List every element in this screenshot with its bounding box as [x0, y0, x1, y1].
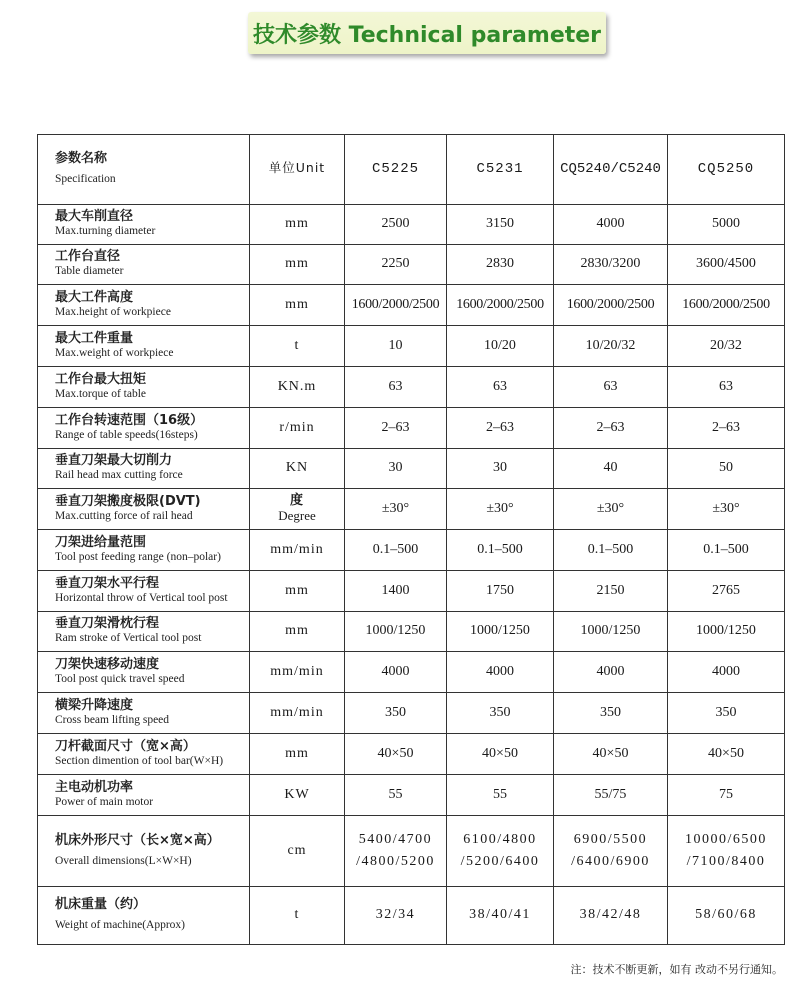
value-line-bottom: /4800/5200	[356, 854, 435, 869]
value-cell	[345, 816, 447, 887]
value-cell: 30	[345, 449, 447, 489]
spec-name-en: Weight of machine(Approx)	[55, 919, 186, 932]
value-cell: 63	[447, 367, 554, 408]
table-row	[38, 245, 785, 285]
header-model-cell	[447, 135, 554, 205]
value-cell: 3150	[447, 205, 554, 245]
spec-name-zh: 垂直刀架搬度极限(DVT)	[55, 493, 201, 509]
value-cell: ±30°	[447, 489, 554, 530]
header-unit-label: 单位Unit	[268, 160, 326, 176]
value-cell: 350	[554, 693, 668, 734]
value-cell: 1600/2000/2500	[447, 285, 554, 326]
value-cell: 30	[447, 449, 554, 489]
value-cell: 40	[554, 449, 668, 489]
spec-label-cell	[38, 571, 250, 612]
value-cell: 50	[668, 449, 785, 489]
unit-cell: cm	[250, 816, 345, 887]
table-row	[38, 734, 785, 775]
unit-cell	[250, 489, 345, 530]
spec-table	[37, 134, 785, 945]
header-model-cell	[668, 135, 785, 205]
table-row	[38, 367, 785, 408]
value-cell: 1000/1250	[447, 612, 554, 652]
spec-name-zh: 垂直刀架水平行程	[55, 575, 160, 591]
spec-label-cell	[38, 205, 250, 245]
header-spec-en: Specification	[55, 173, 116, 186]
table-row	[38, 887, 785, 945]
table-row	[38, 571, 785, 612]
value-cell: 0.1–500	[447, 530, 554, 571]
value-cell: 20/32	[668, 326, 785, 367]
spec-name-en: Cross beam lifting speed	[55, 713, 170, 726]
table-row	[38, 816, 785, 887]
value-cell: 63	[345, 367, 447, 408]
value-cell	[668, 816, 785, 887]
spec-name-en: Max.cutting force of rail head	[55, 509, 193, 522]
table-header-row	[38, 135, 785, 205]
unit-cell: KN.m	[250, 367, 345, 408]
value-cell: 1600/2000/2500	[554, 285, 668, 326]
unit-cell: mm/min	[250, 693, 345, 734]
spec-name-zh: 垂直刀架滑枕行程	[55, 616, 160, 632]
value-line-bottom: /5200/6400	[460, 854, 540, 869]
spec-name-en: Rail head max cutting force	[55, 469, 183, 482]
value-cell: 1000/1250	[668, 612, 785, 652]
header-model-cell	[345, 135, 447, 205]
value-cell: 40×50	[345, 734, 447, 775]
spec-name-zh: 工作台转速范围（16级）	[55, 412, 204, 428]
title-banner	[248, 12, 606, 54]
value-cell: 350	[345, 693, 447, 734]
spec-name-en: Overall dimensions(L×W×H)	[55, 854, 192, 867]
value-line-top: 5400/4700	[358, 831, 433, 847]
value-cell: 2765	[668, 571, 785, 612]
spec-name-zh: 最大工件重量	[55, 330, 134, 346]
value-line-bottom: /6400/6900	[571, 854, 650, 869]
value-cell: 40×50	[447, 734, 554, 775]
unit-cell: mm	[250, 205, 345, 245]
value-cell: 1600/2000/2500	[668, 285, 785, 326]
value-cell: 0.1–500	[668, 530, 785, 571]
spec-name-en: Max.turning diameter	[55, 225, 156, 238]
table-row	[38, 612, 785, 652]
spec-label-cell	[38, 489, 250, 530]
table-row	[38, 489, 785, 530]
spec-label-cell	[38, 408, 250, 449]
unit-cell: mm/min	[250, 530, 345, 571]
spec-name-en: Table diameter	[55, 265, 124, 278]
spec-label-cell	[38, 775, 250, 816]
header-spec-zh: 参数名称	[55, 151, 108, 167]
value-cell: 2250	[345, 245, 447, 285]
spec-label-cell	[38, 530, 250, 571]
spec-name-en: Tool post quick travel speed	[55, 672, 185, 685]
value-cell: 55/75	[554, 775, 668, 816]
spec-name-en: Max.height of workpiece	[55, 305, 171, 318]
header-unit-cell	[250, 135, 345, 205]
header-model-1: C5231	[476, 161, 524, 178]
value-cell: 4000	[345, 652, 447, 693]
value-cell: ±30°	[345, 489, 447, 530]
unit-zh: 度	[289, 493, 304, 509]
unit-cell: mm	[250, 571, 345, 612]
header-model-cell	[554, 135, 668, 205]
footnote: 注：技术不断更新，如有 改动不另行通知。	[570, 963, 783, 976]
value-cell: 2–63	[345, 408, 447, 449]
value-cell: 3600/4500	[668, 245, 785, 285]
value-cell	[554, 816, 668, 887]
spec-label-cell	[38, 693, 250, 734]
spec-name-en: Tool post feeding range (non–polar)	[55, 550, 221, 563]
spec-name-zh: 刀杆截面尺寸（宽×高）	[55, 738, 196, 754]
spec-name-zh: 机床外形尺寸（长×宽×高）	[55, 832, 220, 848]
table-row	[38, 693, 785, 734]
header-model-0: C5225	[371, 161, 419, 178]
unit-cell: r/min	[250, 408, 345, 449]
value-cell: 38/40/41	[447, 887, 554, 945]
value-cell: 58/60/68	[668, 887, 785, 945]
value-cell: 2830	[447, 245, 554, 285]
value-cell: 1400	[345, 571, 447, 612]
value-cell: 10	[345, 326, 447, 367]
value-cell: 10/20/32	[554, 326, 668, 367]
unit-en: Degree	[278, 508, 316, 523]
value-cell: 63	[668, 367, 785, 408]
value-cell: 55	[447, 775, 554, 816]
value-line-bottom: /7100/8400	[686, 854, 766, 869]
spec-name-en: Max.weight of workpiece	[55, 346, 174, 359]
unit-cell: t	[250, 326, 345, 367]
value-cell: 5000	[668, 205, 785, 245]
unit-cell: t	[250, 887, 345, 945]
table-row	[38, 775, 785, 816]
value-cell: 2500	[345, 205, 447, 245]
spec-name-zh: 垂直刀架最大切削力	[55, 453, 173, 469]
unit-cell: mm	[250, 612, 345, 652]
table-row	[38, 530, 785, 571]
value-cell: 55	[345, 775, 447, 816]
unit-cell: mm	[250, 285, 345, 326]
header-model-3: CQ5250	[697, 161, 755, 178]
spec-name-zh: 工作台最大扭矩	[55, 371, 147, 387]
value-cell	[447, 816, 554, 887]
value-cell: ±30°	[554, 489, 668, 530]
spec-name-zh: 机床重量（约）	[55, 897, 147, 913]
value-line-top: 6900/5500	[573, 831, 648, 847]
spec-name-en: Power of main motor	[55, 795, 154, 808]
value-cell: 350	[668, 693, 785, 734]
spec-label-cell	[38, 367, 250, 408]
value-cell: 2830/3200	[554, 245, 668, 285]
spec-name-zh: 横梁升降速度	[55, 697, 134, 713]
value-cell: ±30°	[668, 489, 785, 530]
value-cell: 40×50	[668, 734, 785, 775]
value-cell: 2–63	[554, 408, 668, 449]
value-cell: 4000	[554, 652, 668, 693]
value-cell: 63	[554, 367, 668, 408]
spec-name-en: Ram stroke of Vertical tool post	[55, 632, 202, 645]
value-cell: 4000	[447, 652, 554, 693]
unit-cell: mm	[250, 245, 345, 285]
unit-cell: mm/min	[250, 652, 345, 693]
value-cell: 1000/1250	[554, 612, 668, 652]
spec-name-en: Horizontal throw of Vertical tool post	[55, 591, 228, 604]
value-cell: 0.1–500	[345, 530, 447, 571]
header-spec-cell	[38, 135, 250, 205]
spec-label-cell	[38, 449, 250, 489]
table-row	[38, 652, 785, 693]
table-row	[38, 205, 785, 245]
value-line-top: 6100/4800	[463, 831, 537, 847]
value-cell: 4000	[668, 652, 785, 693]
spec-name-en: Max.torque of table	[55, 387, 147, 400]
unit-cell: KN	[250, 449, 345, 489]
spec-name-zh: 主电动机功率	[55, 779, 134, 795]
spec-label-cell	[38, 326, 250, 367]
spec-name-zh: 刀架进给量范围	[55, 534, 147, 550]
value-cell: 75	[668, 775, 785, 816]
header-model-2: CQ5240/C5240	[560, 161, 661, 178]
value-cell: 10/20	[447, 326, 554, 367]
table-row	[38, 408, 785, 449]
table-row	[38, 449, 785, 489]
spec-name-zh: 刀架快速移动速度	[55, 656, 160, 672]
value-cell: 4000	[554, 205, 668, 245]
spec-label-cell	[38, 816, 250, 887]
spec-name-zh: 工作台直径	[55, 249, 121, 265]
spec-name-en: Range of table speeds(16steps)	[55, 428, 198, 441]
spec-label-cell	[38, 245, 250, 285]
value-cell: 2150	[554, 571, 668, 612]
value-cell: 0.1–500	[554, 530, 668, 571]
value-cell: 32/34	[345, 887, 447, 945]
value-cell: 1600/2000/2500	[345, 285, 447, 326]
value-cell: 40×50	[554, 734, 668, 775]
spec-name-en: Section dimention of tool bar(W×H)	[55, 754, 224, 767]
table-row	[38, 285, 785, 326]
page-title: 技术参数 Technical parameter	[252, 22, 602, 48]
value-cell: 350	[447, 693, 554, 734]
value-cell: 2–63	[447, 408, 554, 449]
value-cell: 1000/1250	[345, 612, 447, 652]
spec-name-zh: 最大车削直径	[55, 209, 134, 225]
spec-label-cell	[38, 612, 250, 652]
unit-cell: KW	[250, 775, 345, 816]
table-row	[38, 326, 785, 367]
spec-label-cell	[38, 887, 250, 945]
unit-cell: mm	[250, 734, 345, 775]
value-cell: 38/42/48	[554, 887, 668, 945]
spec-name-zh: 最大工件高度	[55, 289, 134, 305]
value-cell: 1750	[447, 571, 554, 612]
spec-label-cell	[38, 652, 250, 693]
spec-label-cell	[38, 285, 250, 326]
spec-label-cell	[38, 734, 250, 775]
value-cell: 2–63	[668, 408, 785, 449]
value-line-top: 10000/6500	[685, 831, 767, 847]
